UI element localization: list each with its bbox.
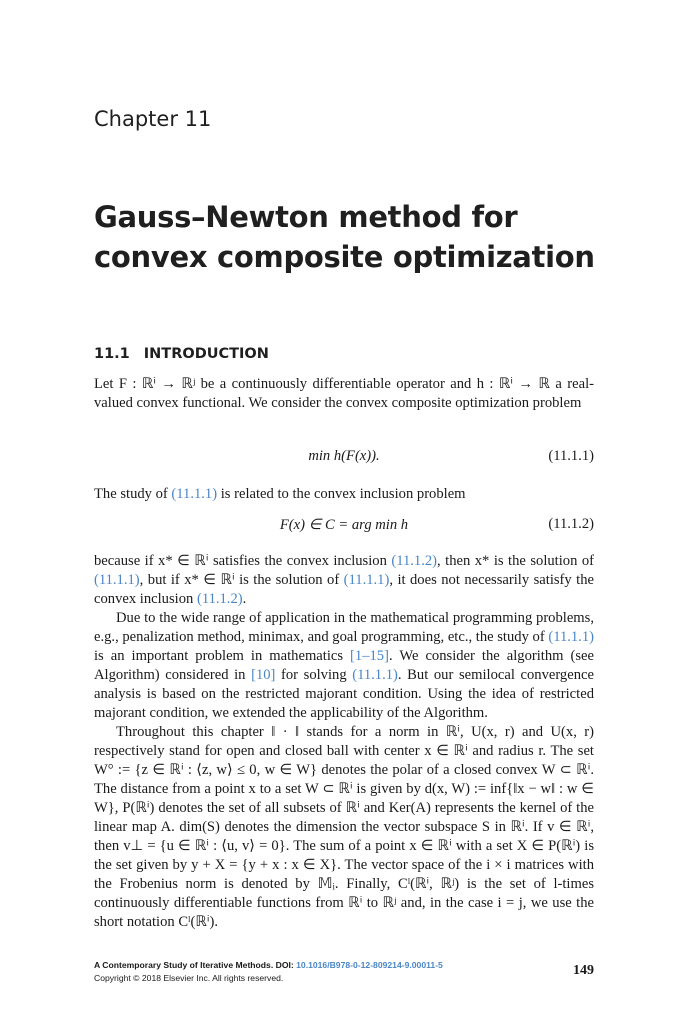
book-title: A Contemporary Study of Iterative Methods. [94, 960, 274, 970]
paragraph-study [94, 485, 594, 504]
cross-reference-link[interactable]: (11.1.1) [343, 572, 390, 588]
cross-reference-link[interactable]: (11.1.1) [352, 667, 398, 683]
doi-link[interactable]: 10.1016/B978-0-12-809214-9.00011-5 [296, 960, 443, 970]
equation-11-1-1 [94, 448, 594, 468]
cross-reference-link[interactable]: [10] [251, 667, 276, 683]
section-heading [94, 346, 269, 362]
paragraph-application: Due to the wide range of application in the mathematical programming problems, e.g., penalization method, minimax, and goal programming, etc., the study of (11.1.1) is an important problem in mathematics [1–15]. We consider the algorithm (see Algorithm) considered in [10] for solving (11.1.1). But our semilocal convergence analysis is based on the restricted majorant condition. Using the idea of restricted majorant condition, we extended the applicability of the Algorithm. [94, 610, 594, 721]
equation-tag: (11.1.1) [548, 448, 594, 464]
equation-tag: (11.1.2) [548, 516, 594, 532]
cross-reference-link[interactable]: (11.1.1) [94, 572, 140, 588]
chapter-label: Chapter 11 [94, 107, 212, 131]
section-title: INTRODUCTION [143, 346, 269, 362]
paragraph-notation: Throughout this chapter ‖ · ‖ stands for a norm in ℝⁱ, U(x, r) and U(x, r) respectively stand for open and closed ball with center x ∈ ℝⁱ and radius r. The set W° := {z ∈ ℝⁱ : ⟨z, w⟩ ≤ 0, w ∈ W} denotes the polar of a closed convex W ⊂ ℝⁱ. The distance from a point x to a set W ⊂ ℝⁱ is given by d(x, W) := inf{‖x − w‖ : w ∈ W}, P(ℝⁱ) denotes the set of all subsets of ℝⁱ and Ker(A) represents the kernel of the linear map A. dim(S) denotes the dimension the vector subspace S in ℝⁱ. If v ∈ ℝⁱ, then v⊥ = {u ∈ ℝⁱ : ⟨u, v⟩ = 0}. The sum of a point x ∈ ℝⁱ with a set X ∈ P(ℝⁱ) is the set given by y + X = {y + x : x ∈ X}. The vector space of the i × i matrices with the Frobenius norm is denoted by 𝕄ᵢ. Finally, Cˡ(ℝⁱ, ℝʲ) is the set of l-times continuously differentiable functions from ℝⁱ to ℝʲ and, in the case i = j, we use the short notation Cˡ(ℝⁱ). [94, 724, 594, 930]
cross-reference-link[interactable]: (11.1.2) [391, 553, 438, 569]
cross-reference-link[interactable]: (11.1.1) [548, 629, 594, 645]
section-number: 11.1 [94, 346, 130, 362]
body-text [94, 552, 594, 932]
cross-reference-link[interactable]: (11.1.1) [171, 486, 218, 502]
equation-11-1-2 [94, 516, 594, 536]
paragraph-intro: Let F : ℝⁱ → ℝʲ be a continuously differentiable operator and h : ℝⁱ → ℝ a real-valued convex functional. We consider the convex composite optimization problem [94, 376, 594, 411]
doi-label: DOI: [275, 960, 294, 970]
copyright: Copyright © 2018 Elsevier Inc. All rights reserved. [94, 973, 284, 983]
footer-citation [94, 959, 594, 972]
page-footer [94, 959, 594, 985]
chapter-title: Gauss–Newton method for convex composite optimization [94, 200, 595, 274]
paragraph-text: The study of (11.1.1) is related to the convex inclusion problem [94, 486, 466, 502]
equation-expression: min h(F(x)). [308, 448, 380, 464]
page-number: 149 [573, 963, 594, 978]
equation-expression: F(x) ∈ C = arg min h [279, 517, 409, 533]
cross-reference-link[interactable]: [1–15] [350, 648, 389, 664]
paragraph-because: because if x* ∈ ℝⁱ satisfies the convex inclusion (11.1.2), then x* is the solution of (11.1.1), but if x* ∈ ℝⁱ is the solution of (11.1.1), it does not necessarily satisfy the convex inclusion (11.1.2). [94, 553, 595, 607]
cross-reference-link[interactable]: (11.1.2) [196, 591, 243, 607]
